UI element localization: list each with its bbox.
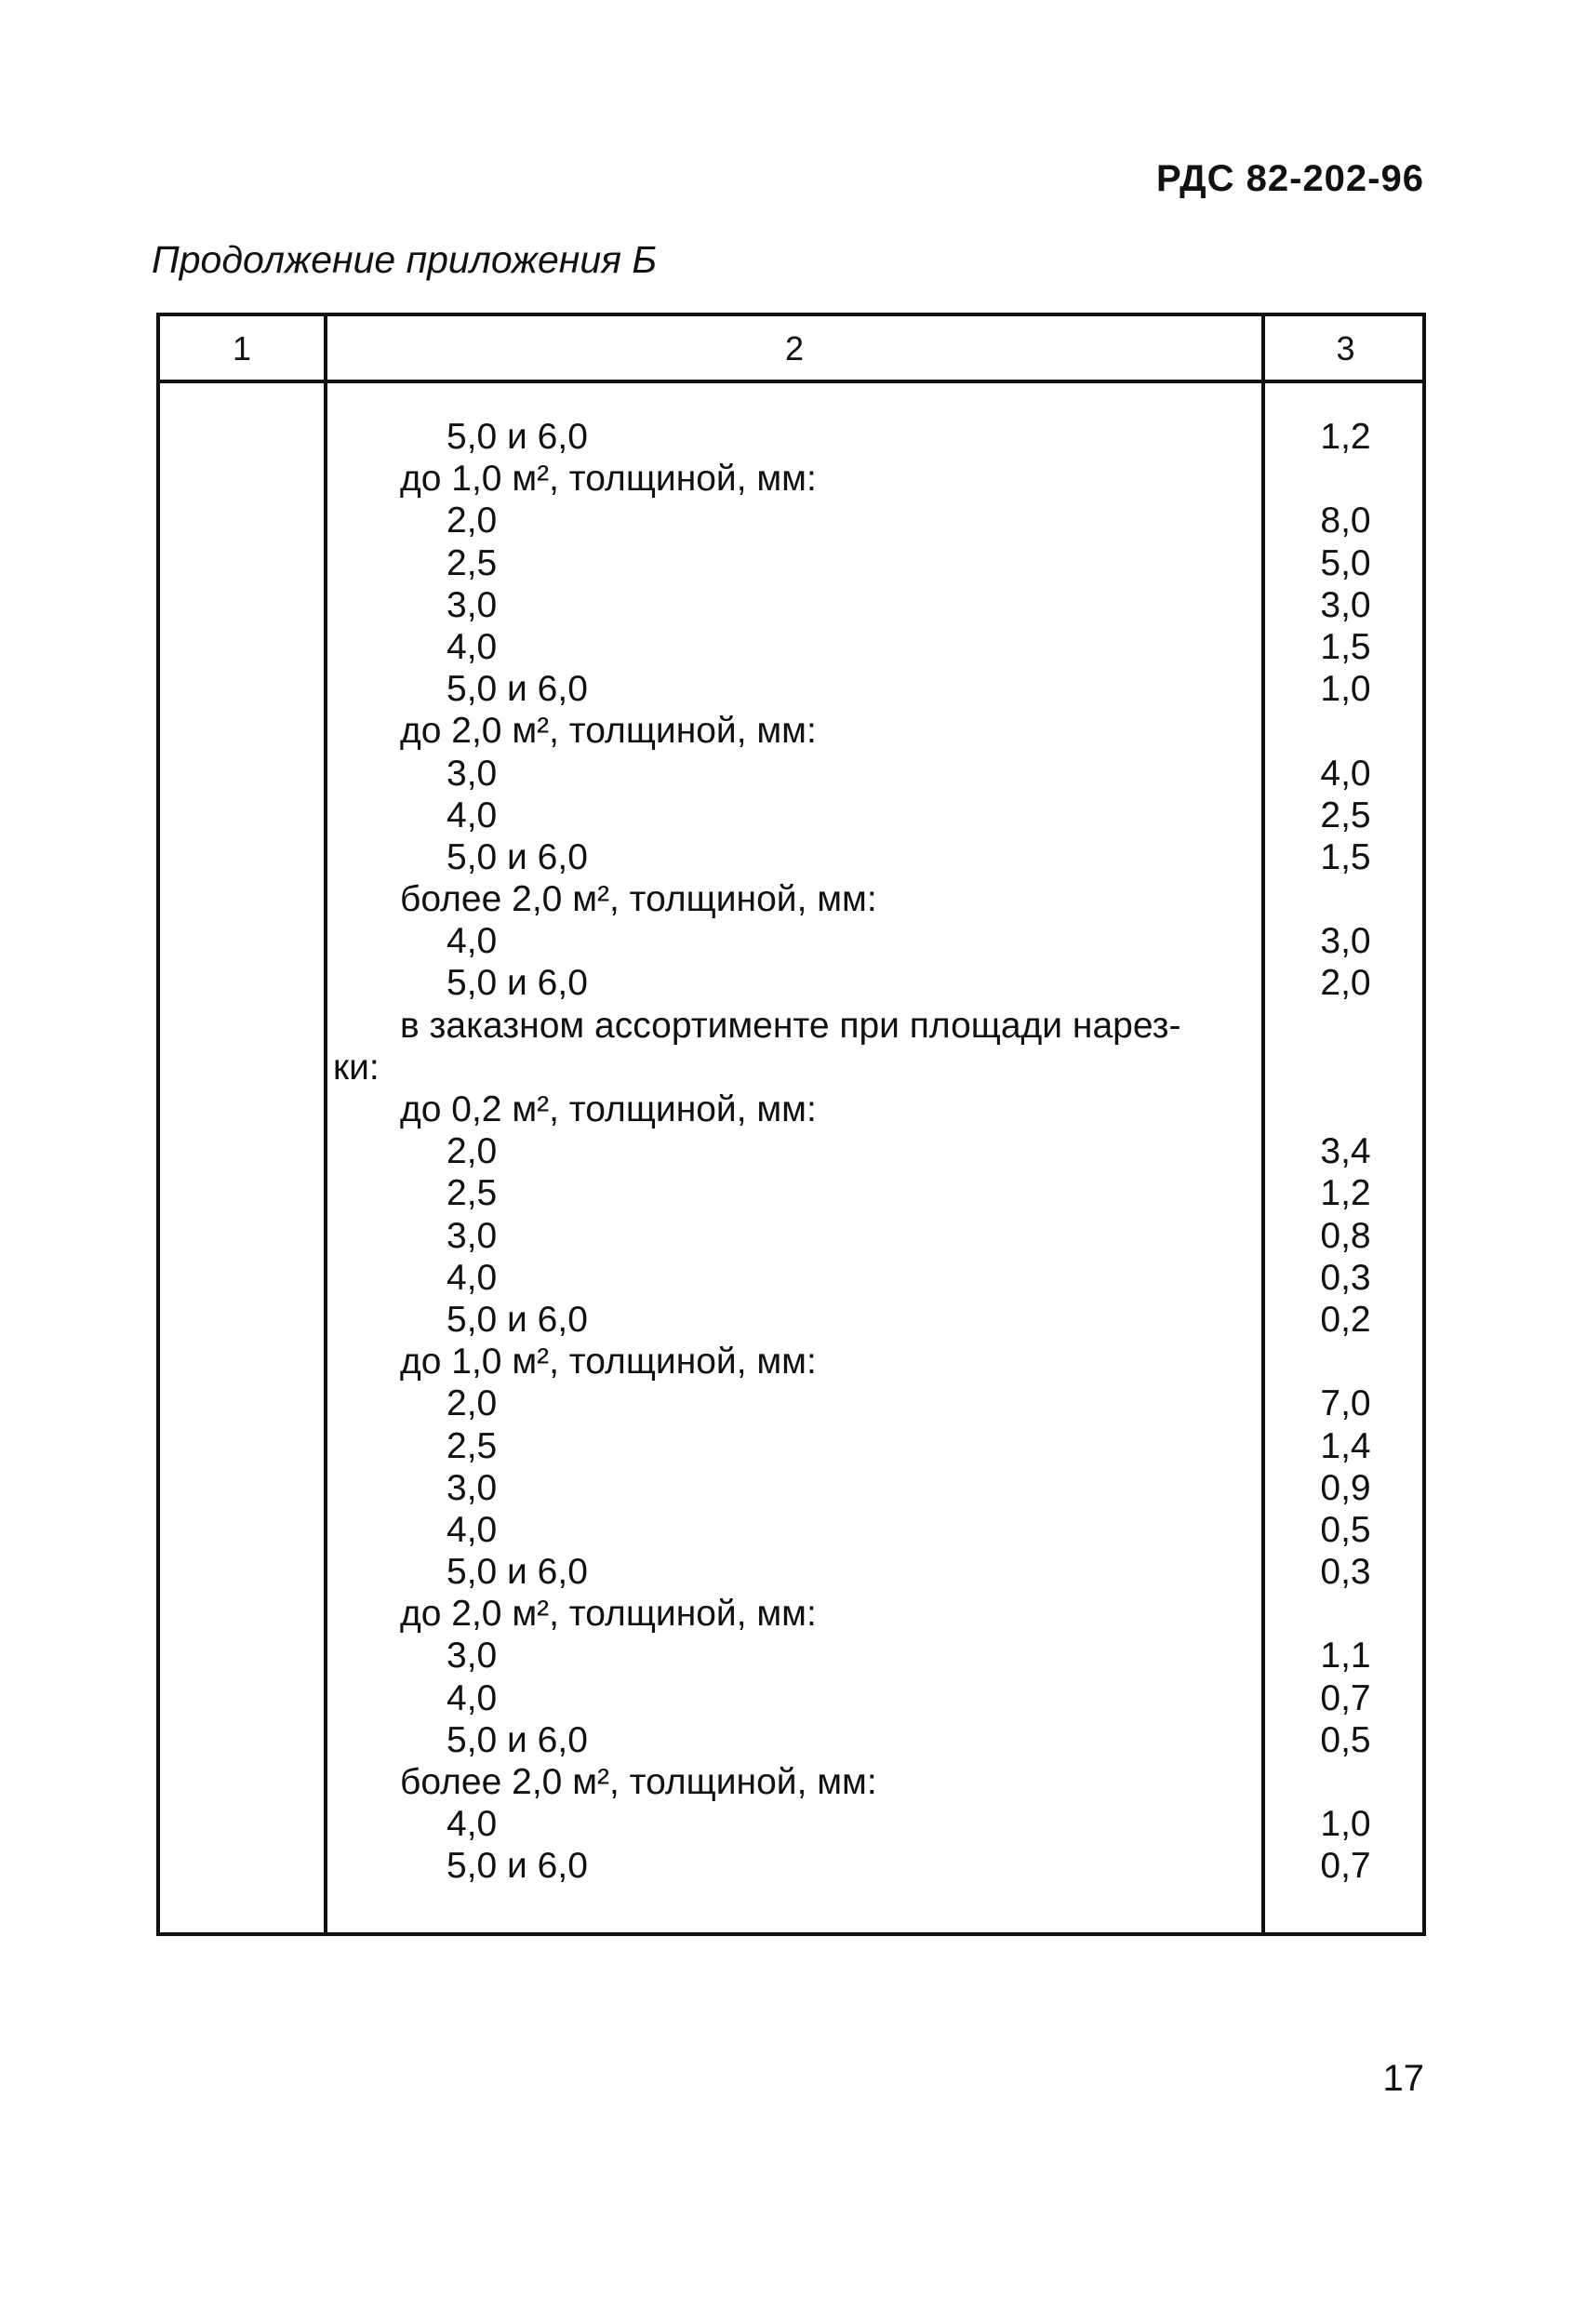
continuation-caption: Продолжение приложения Б [152, 238, 658, 281]
row-value: 0,5 [1320, 1719, 1371, 1760]
table-row [160, 584, 1422, 626]
row-value: 0,5 [1320, 1509, 1371, 1550]
row-value: 1,0 [1320, 1804, 1371, 1845]
table-row [160, 1257, 1422, 1299]
row-value: 1,0 [1320, 669, 1371, 710]
row-value: 4,0 [1320, 753, 1371, 794]
column-header-1: 1 [232, 329, 252, 367]
row-value: 0,7 [1320, 1846, 1371, 1887]
row-description: 5,0 и 6,0 [447, 836, 588, 877]
header-divider [160, 380, 1422, 383]
row-description: 4,0 [447, 1509, 498, 1550]
table-body [160, 416, 1422, 1888]
row-value: 1,2 [1320, 1173, 1371, 1214]
row-description: 4,0 [447, 626, 498, 667]
table-row [160, 1299, 1422, 1341]
table-row [160, 668, 1422, 710]
row-description: в заказном ассортименте при площади нарез- [400, 1005, 1181, 1046]
table-row [160, 753, 1422, 795]
table-row [160, 626, 1422, 668]
table-row [160, 500, 1422, 541]
table-row [160, 1719, 1422, 1761]
row-value: 7,0 [1320, 1383, 1371, 1424]
row-value: 2,0 [1320, 963, 1371, 1004]
row-value: 0,3 [1320, 1552, 1371, 1593]
row-value: 1,2 [1320, 417, 1371, 457]
row-value: 5,0 [1320, 542, 1371, 583]
row-description: 3,0 [447, 1215, 498, 1256]
row-value: 3,0 [1320, 921, 1371, 962]
row-value: 1,5 [1320, 836, 1371, 877]
row-description: 4,0 [447, 1804, 498, 1845]
table-row [160, 920, 1422, 962]
row-value: 0,7 [1320, 1677, 1371, 1718]
row-description: 3,0 [447, 753, 498, 794]
row-value: 1,4 [1320, 1425, 1371, 1466]
row-description: 4,0 [447, 795, 498, 835]
row-value: 3,0 [1320, 584, 1371, 625]
table-row [160, 1761, 1422, 1803]
row-value: 1,1 [1320, 1636, 1371, 1676]
table-row [160, 710, 1422, 752]
row-description: 5,0 и 6,0 [447, 1299, 588, 1340]
table-row [160, 1845, 1422, 1887]
table-row [160, 878, 1422, 920]
table-row [160, 1005, 1422, 1047]
row-value: 0,8 [1320, 1215, 1371, 1256]
row-value: 8,0 [1320, 501, 1371, 541]
table-row [160, 416, 1422, 458]
row-description: 3,0 [447, 1467, 498, 1508]
table-row [160, 1341, 1422, 1382]
page-number: 17 [1382, 2058, 1424, 2099]
row-value: 2,5 [1320, 795, 1371, 835]
table-row [160, 836, 1422, 878]
row-description: 5,0 и 6,0 [447, 1846, 588, 1887]
table-row [160, 1089, 1422, 1130]
table-row [160, 1425, 1422, 1467]
table-row [160, 1047, 1422, 1089]
row-value: 1,5 [1320, 626, 1371, 667]
row-description: 2,5 [447, 1173, 498, 1214]
row-description: до 2,0 м², толщиной, мм: [400, 1594, 817, 1635]
row-description: до 1,0 м², толщиной, мм: [400, 459, 817, 500]
row-value: 0,3 [1320, 1257, 1371, 1298]
row-description: 4,0 [447, 1257, 498, 1298]
row-description: 5,0 и 6,0 [447, 1552, 588, 1593]
table-row [160, 1635, 1422, 1676]
table-row [160, 1130, 1422, 1172]
row-description: 2,0 [447, 1131, 498, 1172]
table-row [160, 1382, 1422, 1424]
row-description: 2,5 [447, 542, 498, 583]
row-description: 2,0 [447, 1383, 498, 1424]
row-description: 5,0 и 6,0 [447, 1719, 588, 1760]
row-description: 3,0 [447, 1636, 498, 1676]
row-description: 2,0 [447, 501, 498, 541]
row-description: более 2,0 м², толщиной, мм: [400, 879, 877, 920]
row-description: 5,0 и 6,0 [447, 669, 588, 710]
table-row [160, 458, 1422, 500]
row-value: 3,4 [1320, 1131, 1371, 1172]
table-row [160, 1551, 1422, 1593]
row-description: 5,0 и 6,0 [447, 963, 588, 1004]
row-description: 4,0 [447, 1677, 498, 1718]
row-value: 0,2 [1320, 1299, 1371, 1340]
document-code: РДС 82-202-96 [1155, 158, 1424, 199]
row-description: до 1,0 м², толщиной, мм: [400, 1342, 817, 1382]
row-description: 5,0 и 6,0 [447, 417, 588, 457]
table-row [160, 1172, 1422, 1214]
row-description: 4,0 [447, 921, 498, 962]
row-description: более 2,0 м², толщиной, мм: [400, 1762, 877, 1802]
column-header-2: 2 [784, 329, 805, 367]
row-description: 2,5 [447, 1425, 498, 1466]
column-header-3: 3 [1336, 329, 1355, 367]
row-description: до 0,2 м², толщиной, мм: [400, 1089, 817, 1129]
table-row [160, 1803, 1422, 1845]
table-row [160, 795, 1422, 836]
row-description: до 2,0 м², толщиной, мм: [400, 711, 817, 752]
table-row [160, 1677, 1422, 1719]
row-description: ки: [333, 1047, 380, 1088]
table-row [160, 1509, 1422, 1551]
appendix-table [156, 313, 1426, 1936]
table-row [160, 1215, 1422, 1257]
row-description: 3,0 [447, 584, 498, 625]
table-row [160, 1467, 1422, 1509]
row-value: 0,9 [1320, 1467, 1371, 1508]
table-row [160, 1593, 1422, 1635]
table-row [160, 962, 1422, 1004]
table-row [160, 542, 1422, 584]
